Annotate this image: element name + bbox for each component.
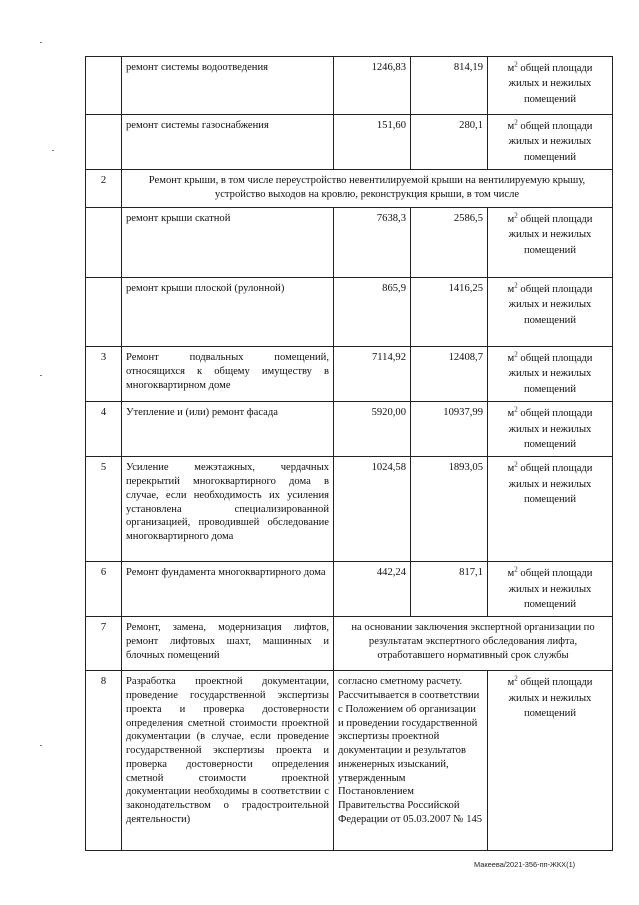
work-name: ремонт системы газоснабжения: [122, 115, 334, 170]
scan-speck: [40, 745, 42, 746]
unit-cell: $м^2$ общей площади жилых и нежилых помещений: [488, 57, 613, 115]
value-1: 865,9: [334, 278, 411, 347]
work-name: Ремонт, замена, модернизация лифтов, ремонт лифтовых шахт, машинных и блочных помещений: [122, 617, 334, 671]
value-2: 1416,25: [411, 278, 488, 347]
unit-cell: $м^2$ общей площади жилых и нежилых помещений: [488, 562, 613, 617]
unit-cell: $м^2$ общей площади жилых и нежилых помещений: [488, 208, 613, 278]
row-number: 7: [86, 617, 122, 671]
value-1: 7114,92: [334, 347, 411, 402]
row-number: [86, 208, 122, 278]
basis-cell: согласно сметному расчету. Рассчитывается в соответствии с Положением об организации и проведении государственной экспертизы проектной документации и результатов инженерных изысканий, утвержденным Постановлением Правительства Российской Федерации от 05.03.2007 № 145: [334, 671, 488, 851]
table-row: [86, 115, 613, 170]
value-2: 10937,99: [411, 402, 488, 457]
row-number: 8: [86, 671, 122, 851]
unit-cell: $м^2$ общей площади жилых и нежилых помещений: [488, 671, 613, 851]
value-2: 1893,05: [411, 457, 488, 562]
work-name: Ремонт подвальных помещений, относящихся к общему имуществу в многоквартирном доме: [122, 347, 334, 402]
value-2: 2586,5: [411, 208, 488, 278]
value-1: 151,60: [334, 115, 411, 170]
row-number: 6: [86, 562, 122, 617]
works-table: [85, 56, 613, 851]
row-number: 4: [86, 402, 122, 457]
value-2: 12408,7: [411, 347, 488, 402]
value-1: 1024,58: [334, 457, 411, 562]
table-row: [86, 402, 613, 457]
basis-cell: на основании заключения экспертной организации по результатам экспертного обследования лифта, отработавшего нормативный срок службы: [334, 617, 613, 671]
table-row: [86, 278, 613, 347]
value-2: 280,1: [411, 115, 488, 170]
section-heading: Ремонт крыши, в том числе переустройство невентилируемой крыши на вентилируемую крышу, устройство выходов на кровлю, реконструкция крыши, в том числе: [122, 170, 613, 208]
unit-cell: $м^2$ общей площади жилых и нежилых помещений: [488, 457, 613, 562]
unit-cell: $м^2$ общей площади жилых и нежилых помещений: [488, 278, 613, 347]
row-number: 5: [86, 457, 122, 562]
scan-speck: [40, 42, 42, 43]
table-row: [86, 57, 613, 115]
work-name: Ремонт фундамента многоквартирного дома: [122, 562, 334, 617]
row-number: [86, 278, 122, 347]
table-row: [86, 457, 613, 562]
row-number: [86, 57, 122, 115]
value-2: 817,1: [411, 562, 488, 617]
table-row: [86, 562, 613, 617]
unit-cell: $м^2$ общей площади жилых и нежилых помещений: [488, 347, 613, 402]
scan-speck: [40, 375, 42, 376]
row-number: [86, 115, 122, 170]
work-name: ремонт крыши скатной: [122, 208, 334, 278]
table-row: [86, 208, 613, 278]
work-name: Утепление и (или) ремонт фасада: [122, 402, 334, 457]
table-row: [86, 671, 613, 851]
scan-speck: [52, 150, 54, 151]
document-footer: Макеева/2021-356-пп-ЖКХ(1): [474, 860, 576, 869]
unit-cell: $м^2$ общей площади жилых и нежилых помещений: [488, 115, 613, 170]
row-number: 2: [86, 170, 122, 208]
work-name: ремонт крыши плоской (рулонной): [122, 278, 334, 347]
row-number: 3: [86, 347, 122, 402]
section-row: [86, 170, 613, 208]
value-1: 442,24: [334, 562, 411, 617]
table-row: [86, 347, 613, 402]
value-2: 814,19: [411, 57, 488, 115]
table-row: [86, 617, 613, 671]
work-name: Усиление межэтажных, чердачных перекрытий многоквартирного дома в случае, если необходимость их усиления установлена специализированной организацией, проводившей обследование многоквартирного дома: [122, 457, 334, 562]
value-1: 7638,3: [334, 208, 411, 278]
value-1: 5920,00: [334, 402, 411, 457]
work-name: ремонт системы водоотведения: [122, 57, 334, 115]
work-name: Разработка проектной документации, проведение государственной экспертизы проекта и проверка достоверности определения сметной стоимости проектной документации (в случае, если проведение государственной экспертизы проекта и проверка достоверности определения сметной стоимости проектной документации необходимы в соответствии с законодательством о градостроительной деятельности): [122, 671, 334, 851]
unit-cell: $м^2$ общей площади жилых и нежилых помещений: [488, 402, 613, 457]
value-1: 1246,83: [334, 57, 411, 115]
